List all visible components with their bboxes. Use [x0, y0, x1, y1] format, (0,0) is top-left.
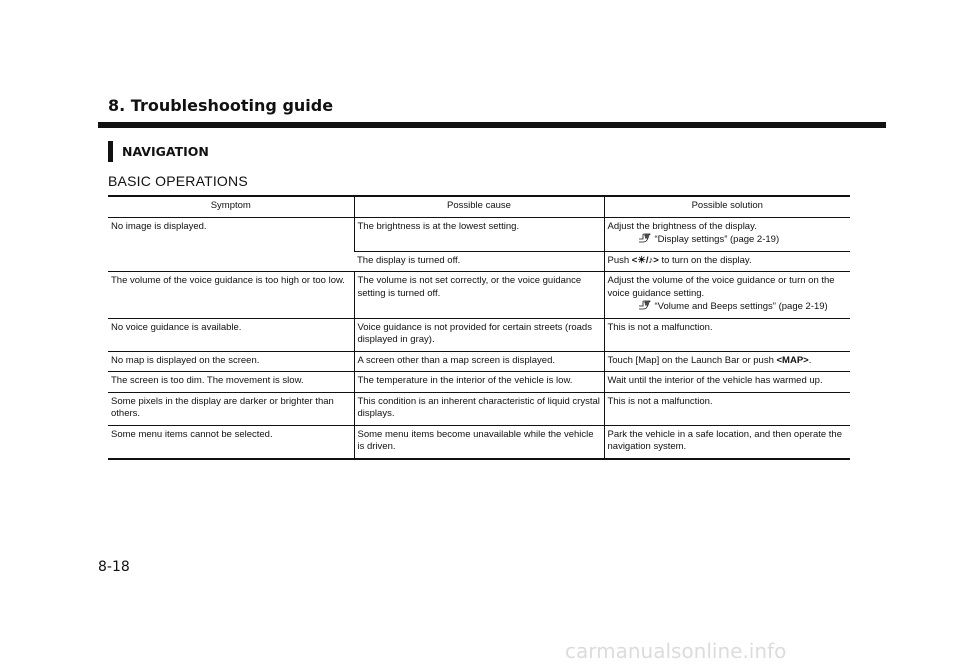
table-row — [108, 351, 850, 372]
reference-text: “Volume and Beeps settings” (page 2-19) — [654, 301, 828, 312]
reference-line — [608, 233, 848, 247]
solution-text-pre: Touch [Map] on the Launch Bar or push — [607, 354, 777, 366]
solution-text-pre: Push — [607, 254, 632, 266]
symptom-cell: No voice guidance is available. — [108, 318, 354, 351]
cause-cell: A screen other than a map screen is displayed. — [354, 351, 604, 372]
table-row — [108, 425, 850, 459]
solution-cell — [604, 217, 850, 251]
section-title: NAVIGATION — [122, 144, 209, 159]
table-row — [108, 372, 850, 393]
symptom-cell: No map is displayed on the screen. — [108, 351, 354, 372]
troubleshooting-table — [108, 195, 850, 460]
solution-cell: Park the vehicle in a safe location, and then operate the navigation system. — [604, 425, 850, 459]
table-row — [108, 318, 850, 351]
header-possible-cause: Possible cause — [354, 196, 604, 217]
cause-cell: The temperature in the interior of the vehicle is low. — [354, 372, 604, 393]
cause-cell: Voice guidance is not provided for certain streets (roads displayed in gray). — [354, 318, 604, 351]
solution-cell — [604, 272, 850, 319]
cause-cell: The volume is not set correctly, or the voice guidance setting is turned off. — [354, 272, 604, 319]
display-button-glyph: <☀/♪> — [631, 254, 659, 266]
reference-text: “Display settings” (page 2-19) — [654, 234, 780, 245]
table-row — [108, 217, 850, 251]
reference-hand-icon — [638, 300, 651, 312]
table-row — [108, 392, 850, 425]
header-symptom: Symptom — [108, 196, 354, 217]
solution-cell — [604, 351, 850, 372]
reference-line — [608, 300, 848, 314]
cause-cell: Some menu items become unavailable while the vehicle is driven. — [354, 425, 604, 459]
cause-cell: The display is turned off. — [354, 251, 604, 272]
cause-cell: The brightness is at the lowest setting. — [354, 217, 604, 251]
symptom-cell: No image is displayed. — [108, 217, 354, 272]
symptom-cell: Some menu items cannot be selected. — [108, 425, 354, 459]
symptom-cell: The volume of the voice guidance is too high or too low. — [108, 272, 354, 319]
reference-hand-icon — [638, 233, 651, 245]
table-row — [108, 272, 850, 319]
chapter-rule — [98, 122, 886, 128]
solution-text-post: to turn on the display. — [658, 254, 752, 266]
symptom-cell: The screen is too dim. The movement is slow. — [108, 372, 354, 393]
solution-text-post: . — [808, 354, 812, 366]
solution-cell — [604, 251, 850, 272]
chapter-title: 8. Troubleshooting guide — [108, 96, 334, 115]
solution-cell: This is not a malfunction. — [604, 392, 850, 425]
cause-cell: This condition is an inherent characteristic of liquid crystal displays. — [354, 392, 604, 425]
watermark: carmanualsonline.info — [565, 639, 787, 663]
subsection-title: BASIC OPERATIONS — [108, 173, 248, 189]
symptom-cell: Some pixels in the display are darker or brighter than others. — [108, 392, 354, 425]
solution-text: Adjust the brightness of the display. — [607, 220, 757, 232]
header-possible-solution: Possible solution — [604, 196, 850, 217]
solution-text: Adjust the volume of the voice guidance or turn on the voice guidance setting. — [607, 275, 835, 299]
section-bar — [108, 141, 113, 162]
solution-cell: Wait until the interior of the vehicle has warmed up. — [604, 372, 850, 393]
map-button-glyph: <MAP> — [776, 354, 809, 366]
table-header-row — [108, 196, 850, 217]
solution-cell: This is not a malfunction. — [604, 318, 850, 351]
page-number: 8-18 — [98, 559, 130, 575]
